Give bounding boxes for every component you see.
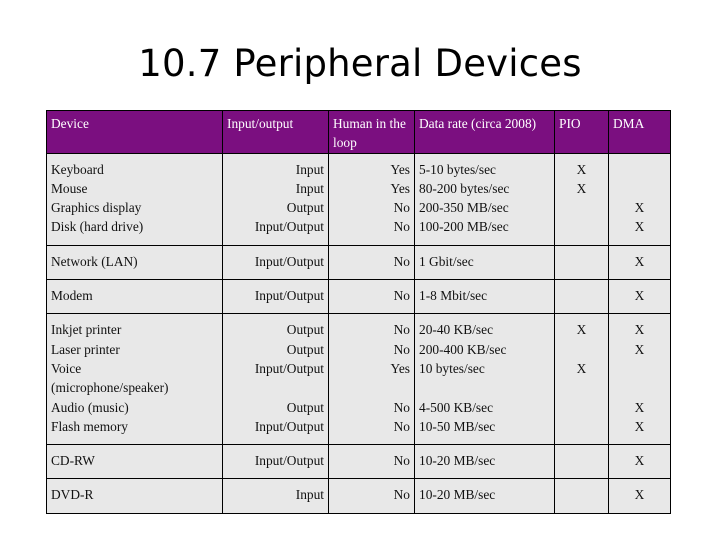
cell-input-output: [223, 280, 329, 314]
cell-line: Input: [295, 180, 324, 196]
table-header-row: [47, 111, 671, 154]
cell-line: 10-20 MB/sec: [419, 487, 496, 503]
cell-line: No: [393, 200, 410, 216]
peripheral-devices-table: [46, 110, 671, 514]
cell-line: [227, 378, 324, 397]
cell-line: Flash memory: [51, 418, 128, 434]
cell-line: 200-350 MB/sec: [419, 200, 509, 216]
table-row: [47, 153, 671, 245]
cell-line: No: [393, 322, 410, 338]
cell-dma: [609, 445, 671, 479]
cell-line: Network (LAN): [51, 253, 138, 269]
cell-line: Modem: [51, 288, 93, 304]
cell-dma: [609, 245, 671, 279]
cell-line: [559, 378, 604, 397]
cell-line: X: [634, 399, 645, 415]
cell-line: X: [576, 322, 587, 338]
cell-line: DVD-R: [51, 487, 94, 503]
cell-pio: [555, 245, 609, 279]
cell-data-rate: [415, 445, 555, 479]
cell-device: [47, 280, 223, 314]
cell-line: Output: [286, 322, 324, 338]
cell-line: [559, 340, 604, 359]
cell-line: 10-20 MB/sec: [419, 453, 496, 469]
table-row: [47, 445, 671, 479]
cell-data-rate: [415, 245, 555, 279]
cell-line: X: [634, 219, 645, 235]
cell-data-rate: [415, 153, 555, 245]
cell-line: X: [634, 418, 645, 434]
cell-line: 10 bytes/sec: [419, 360, 485, 376]
cell-input-output: [223, 245, 329, 279]
cell-line: 200-400 KB/sec: [419, 341, 507, 357]
cell-line: [419, 378, 550, 397]
cell-pio: [555, 445, 609, 479]
cell-human-in-the-loop: [329, 314, 415, 445]
table-body: [47, 153, 671, 513]
cell-line: X: [634, 322, 645, 338]
cell-line: No: [393, 453, 410, 469]
cell-line: 1-8 Mbit/sec: [419, 288, 488, 304]
header-data-rate: Data rate (circa 2008): [415, 111, 555, 154]
cell-human-in-the-loop: [329, 479, 415, 513]
cell-line: No: [393, 399, 410, 415]
cell-input-output: [223, 479, 329, 513]
header-device: Device: [47, 111, 223, 154]
cell-line: Keyboard: [51, 161, 104, 177]
cell-line: X: [634, 253, 645, 269]
cell-line: Voice: [51, 360, 82, 376]
cell-line: 80-200 bytes/sec: [419, 180, 510, 196]
cell-line: Yes: [390, 180, 410, 196]
cell-input-output: [223, 314, 329, 445]
cell-line: Input/Output: [254, 418, 324, 434]
cell-pio: [555, 153, 609, 245]
cell-line: X: [576, 360, 587, 376]
cell-human-in-the-loop: [329, 445, 415, 479]
cell-line: [613, 179, 666, 198]
cell-line: [559, 398, 604, 417]
cell-line: 100-200 MB/sec: [419, 219, 509, 235]
cell-human-in-the-loop: [329, 280, 415, 314]
cell-line: 20-40 KB/sec: [419, 322, 494, 338]
cell-line: No: [393, 219, 410, 235]
cell-line: Audio (music): [51, 399, 129, 415]
cell-line: [559, 217, 604, 236]
cell-line: CD-RW: [51, 453, 95, 469]
table-row: [47, 280, 671, 314]
cell-dma: [609, 280, 671, 314]
cell-line: Disk (hard drive): [51, 219, 144, 235]
cell-line: 4-500 KB/sec: [419, 399, 494, 415]
cell-line: X: [576, 161, 587, 177]
cell-line: [613, 160, 666, 179]
cell-line: [559, 485, 604, 504]
page-title: 10.7 Peripheral Devices: [138, 42, 582, 85]
header-input-output: Input/output: [223, 111, 329, 154]
cell-device: [47, 479, 223, 513]
cell-device: [47, 153, 223, 245]
cell-line: Yes: [390, 161, 410, 177]
cell-line: No: [393, 288, 410, 304]
cell-line: Input/Output: [254, 453, 324, 469]
cell-pio: [555, 479, 609, 513]
cell-dma: [609, 153, 671, 245]
cell-device: [47, 314, 223, 445]
cell-line: [559, 451, 604, 470]
cell-line: Output: [286, 200, 324, 216]
cell-pio: [555, 280, 609, 314]
cell-line: Input: [295, 161, 324, 177]
header-pio: PIO: [555, 111, 609, 154]
cell-human-in-the-loop: [329, 153, 415, 245]
cell-line: (microphone/speaker): [51, 380, 169, 396]
cell-data-rate: [415, 314, 555, 445]
table-row: [47, 245, 671, 279]
cell-data-rate: [415, 280, 555, 314]
cell-line: Output: [286, 399, 324, 415]
cell-line: 1 Gbit/sec: [419, 253, 474, 269]
cell-line: Input/Output: [254, 219, 324, 235]
cell-line: X: [634, 200, 645, 216]
cell-data-rate: [415, 479, 555, 513]
cell-line: Input: [295, 487, 324, 503]
cell-line: 10-50 MB/sec: [419, 418, 496, 434]
cell-line: Graphics display: [51, 200, 142, 216]
table-row: [47, 314, 671, 445]
cell-pio: [555, 314, 609, 445]
cell-line: [559, 252, 604, 271]
cell-dma: [609, 314, 671, 445]
cell-line: X: [634, 487, 645, 503]
cell-line: [559, 417, 604, 436]
cell-line: [559, 198, 604, 217]
cell-line: [613, 378, 666, 397]
cell-line: Input/Output: [254, 253, 324, 269]
header-human-in-the-loop: Human in the loop: [329, 111, 415, 154]
cell-line: 5-10 bytes/sec: [419, 161, 496, 177]
cell-line: X: [634, 288, 645, 304]
cell-line: No: [393, 341, 410, 357]
header-dma: DMA: [609, 111, 671, 154]
cell-line: [613, 359, 666, 378]
cell-line: Yes: [390, 360, 410, 376]
cell-line: Output: [286, 341, 324, 357]
cell-device: [47, 445, 223, 479]
cell-line: Inkjet printer: [51, 322, 122, 338]
cell-line: [333, 378, 410, 397]
cell-line: X: [634, 453, 645, 469]
cell-line: Input/Output: [254, 360, 324, 376]
cell-line: X: [634, 341, 645, 357]
cell-input-output: [223, 153, 329, 245]
cell-line: [559, 286, 604, 305]
cell-human-in-the-loop: [329, 245, 415, 279]
cell-line: No: [393, 418, 410, 434]
cell-line: X: [576, 180, 587, 196]
cell-line: Laser printer: [51, 341, 120, 357]
cell-line: No: [393, 253, 410, 269]
cell-dma: [609, 479, 671, 513]
cell-line: Mouse: [51, 180, 88, 196]
cell-input-output: [223, 445, 329, 479]
cell-line: Input/Output: [254, 288, 324, 304]
cell-line: No: [393, 487, 410, 503]
table-row: [47, 479, 671, 513]
cell-device: [47, 245, 223, 279]
